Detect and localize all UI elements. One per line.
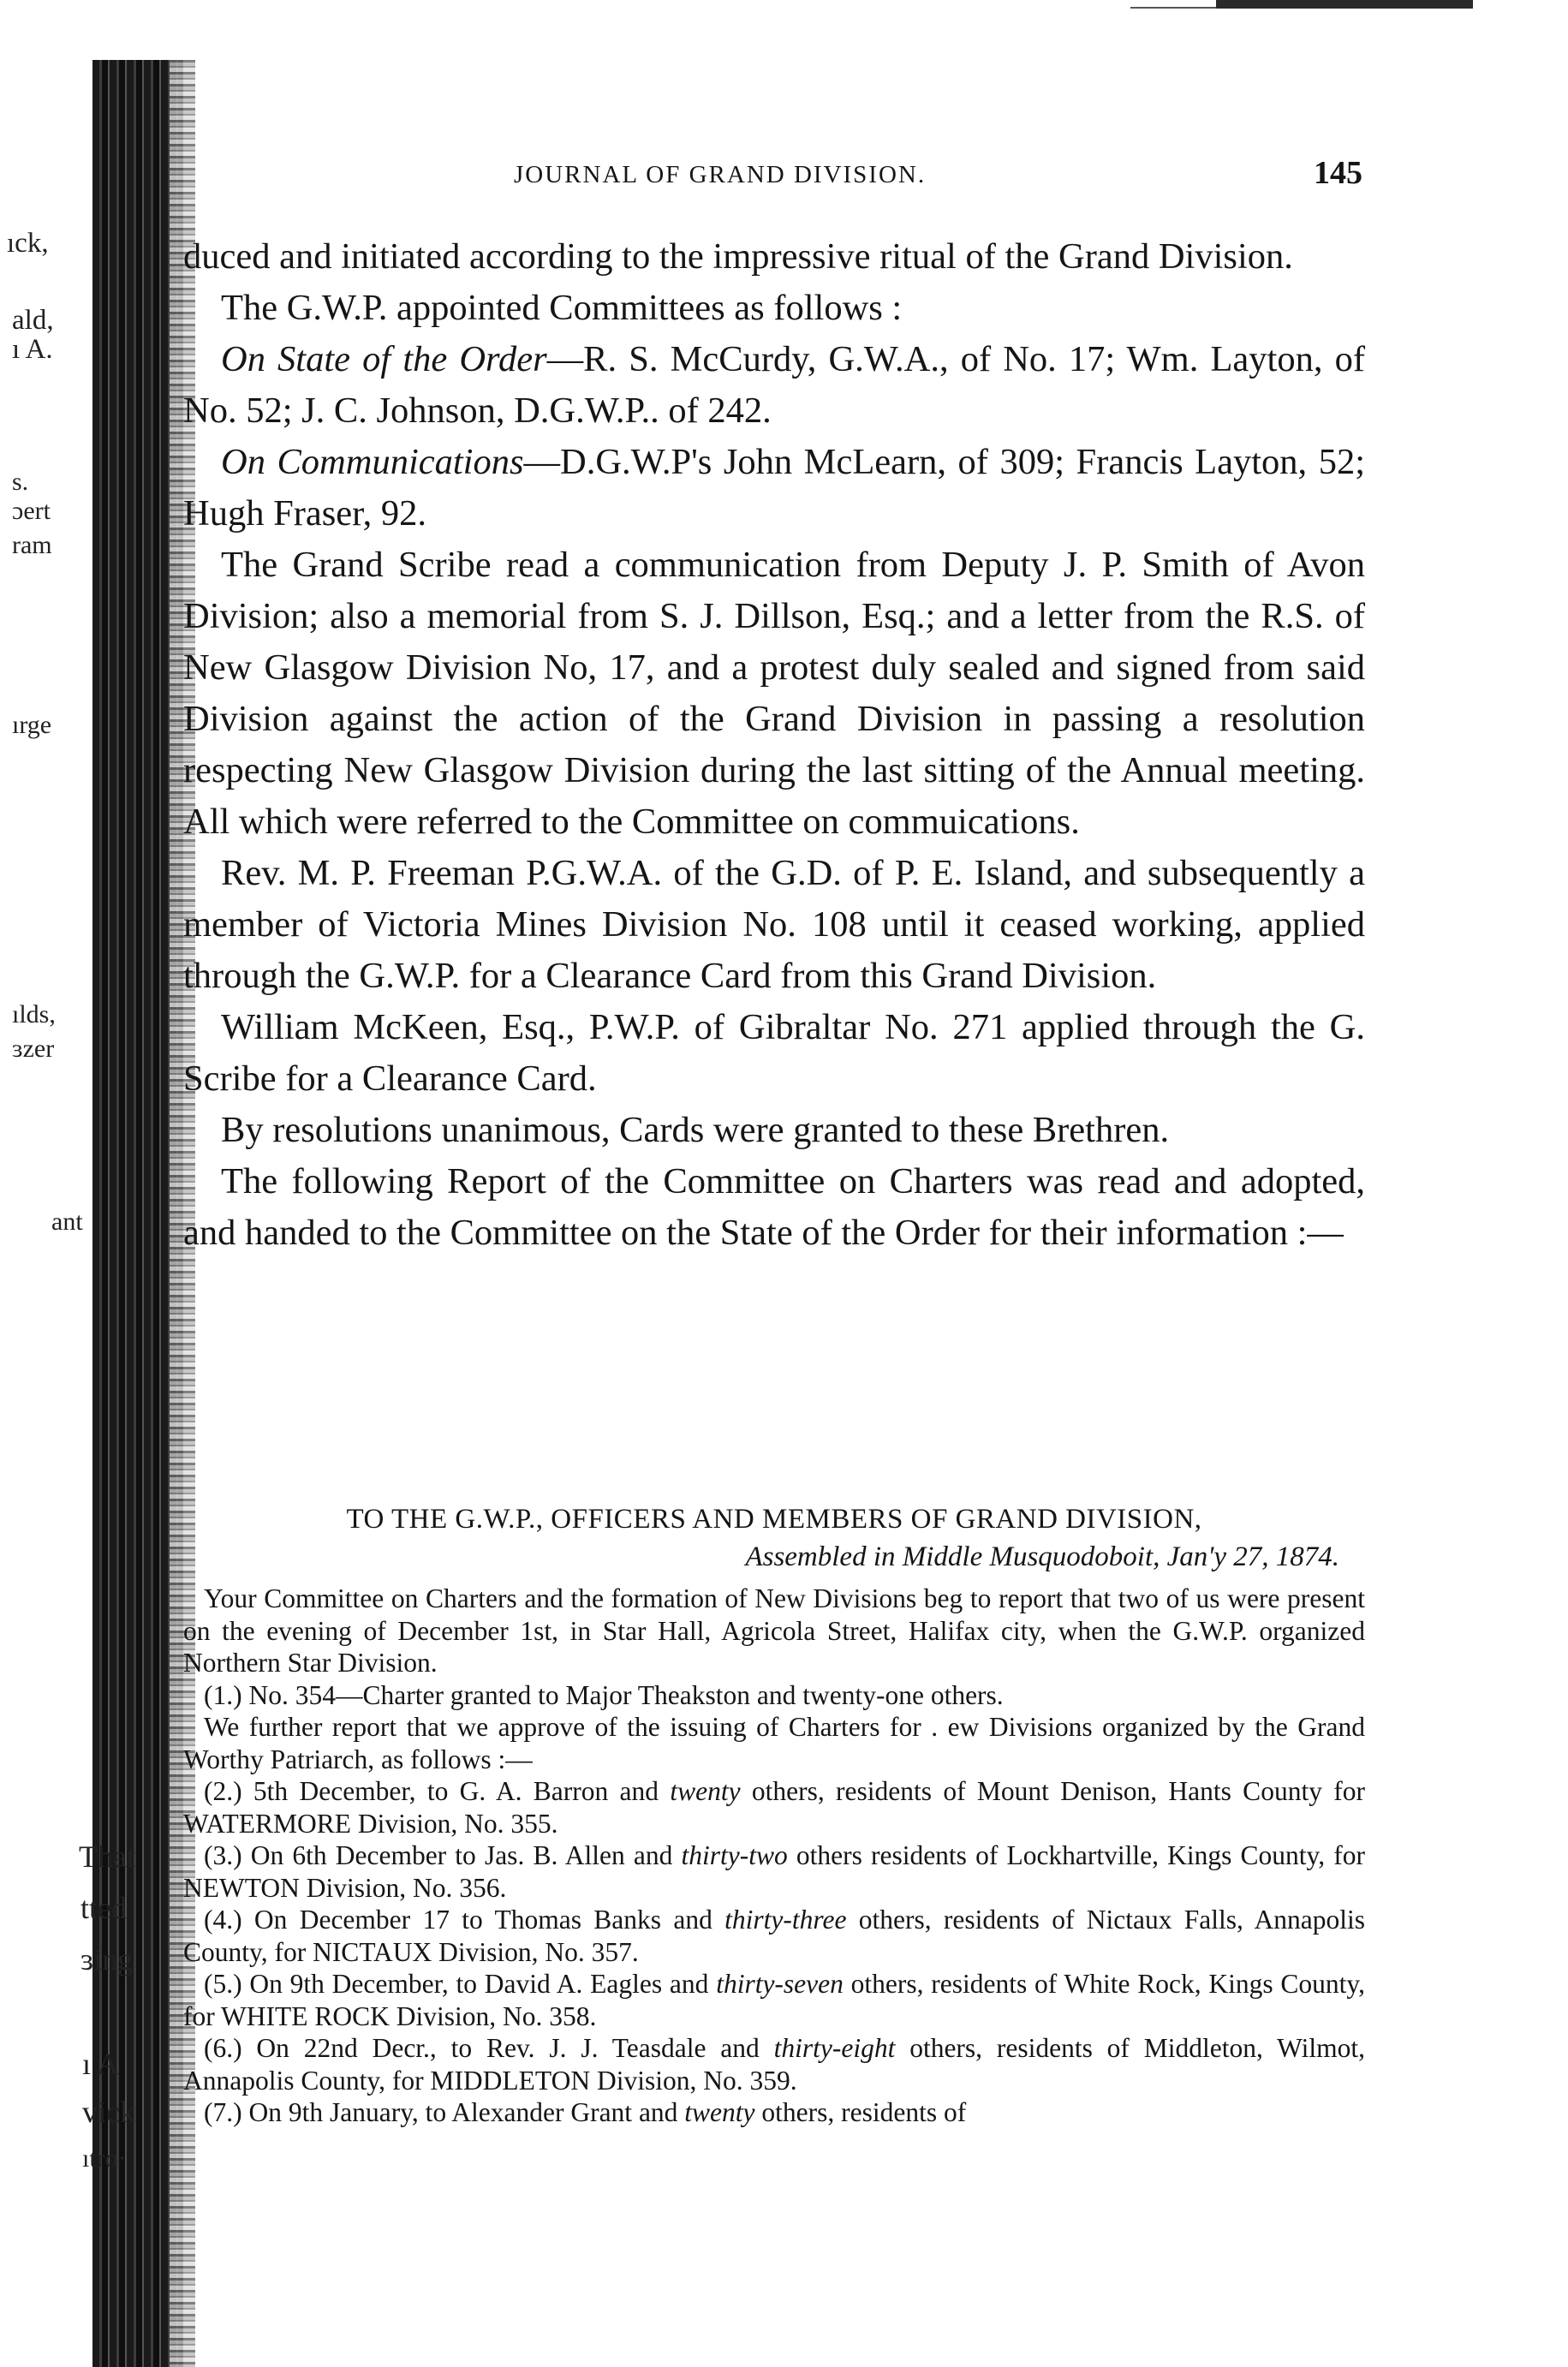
- item-count: thirty-three: [724, 1905, 847, 1935]
- paragraph: The G.W.P. appointed Committees as follows :: [221, 288, 903, 328]
- committee-members: —D.G.W.P's John McLearn, of 309; Francis Layton, 52; Hugh Fraser, 92.: [183, 442, 1366, 534]
- item-count: thirty-seven: [716, 1969, 844, 1999]
- charters-report: [183, 1500, 1365, 2129]
- item-text: others, residents of Mount Denison, Hants County for WATERMORE Division, No. 355.: [183, 1776, 1365, 1839]
- report-paragraph: We further report that we approve of the issuing of Charters for . ew Divisions organized by the Grand Worthy Patriarch, as follows :—: [183, 1712, 1365, 1774]
- report-dateline: Assembled in Middle Musquodoboit, Jan'y 27, 1874.: [745, 1541, 1339, 1572]
- item-text: others, residents of: [754, 2097, 967, 2127]
- report-address: TO THE G.W.P., OFFICERS AND MEMBERS OF GRAND DIVISION,: [346, 1504, 1202, 1535]
- item-text: (3.) On 6th December to Jas. B. Allen and: [204, 1840, 682, 1870]
- report-item: [183, 1968, 1365, 2032]
- margin-fragment: ıtro·: [82, 2144, 127, 2173]
- committee-label: On Communications: [221, 442, 524, 482]
- committee-communications: [183, 437, 1365, 540]
- paragraph: Rev. M. P. Freeman P.G.W.A. of the G.D. of P. E. Island, and subsequently a member of Victoria Mines Division No. 108 until it ceased working, applied through the G.W.P. for a Clearance Card from this Grand Division.: [183, 853, 1365, 996]
- item-text: (4.) On December 17 to Thomas Banks and: [204, 1905, 725, 1935]
- margin-fragment: s.: [12, 468, 29, 496]
- paragraph: The Grand Scribe read a communication from Deputy J. P. Smith of Avon Division; also a memorial from S. J. Dillson, Esq.; and a letter from the R.S. of New Glasgow Division No, 17, and a protest duly sealed and signed from said Division against the action of the Grand Division in passing a resolution respecting New Glasgow Division during the last sitting of the Annual meeting. All which were referred to the Committee on commuications.: [183, 545, 1365, 842]
- report-item: [183, 2032, 1365, 2096]
- margin-fragment: That: [79, 1839, 135, 1874]
- margin-fragment: ant: [51, 1207, 83, 1236]
- top-scan-rule: [1216, 0, 1473, 9]
- item-text: (5.) On 9th December, to David A. Eagles and: [204, 1969, 717, 1999]
- page-number: 145: [1314, 155, 1362, 191]
- item-text: (2.) 5th December, to G. A. Barron and: [204, 1776, 671, 1806]
- top-scan-rule-thin: [1130, 7, 1225, 9]
- running-head: JOURNAL OF GRAND DIVISION.: [514, 161, 927, 188]
- report-body: [183, 1583, 1365, 2129]
- margin-fragment: ɔert: [12, 497, 51, 525]
- report-paragraph: Your Committee on Charters and the formation of New Divisions beg to report that two of us were present on the evening of December 1st, in Star Hall, Agricola Street, Halifax city, when the G.W.P. organized Northern Star Division.: [183, 1583, 1365, 1678]
- margin-fragment: tted: [80, 1891, 127, 1925]
- margin-fragment: ırge: [12, 711, 52, 739]
- report-item: [183, 2096, 1365, 2129]
- margin-fragment: ɜzer: [12, 1034, 55, 1063]
- item-text: others, residents of Middleton, Wilmot, Annapolis County, for MIDDLETON Division, No. 359.: [183, 2033, 1365, 2096]
- report-item: [183, 1775, 1365, 1839]
- item-count: twenty: [670, 1776, 741, 1806]
- item-count: twenty: [684, 2097, 755, 2127]
- item-text: (7.) On 9th January, to Alexander Grant and: [204, 2097, 685, 2127]
- margin-fragment: ı A: [82, 2047, 120, 2081]
- item-text: (6.) On 22nd Decr., to Rev. J. J. Teasdale and: [204, 2033, 774, 2063]
- committee-state-of-order: [183, 334, 1365, 437]
- item-text: others, residents of White Rock, Kings County, for WHITE ROCK Division, No. 358.: [183, 1969, 1365, 2031]
- margin-fragment: ı A.: [12, 334, 53, 365]
- report-item: [183, 1904, 1365, 1968]
- body-text: [183, 231, 1365, 1259]
- margin-fragment: vick: [82, 2095, 135, 2129]
- margin-fragment: ald,: [12, 305, 54, 336]
- report-item: [183, 1839, 1365, 1904]
- committee-members: —R. S. McCurdy, G.W.A., of No. 17; Wm. Layton, of No. 52; J. C. Johnson, D.G.W.P.. of 242.: [183, 339, 1365, 431]
- item-text: others, residents of Nictaux Falls, Annapolis County, for NICTAUX Division, No. 357.: [183, 1905, 1365, 1967]
- item-text: others residents of Lockhartville, Kings County, for NEWTON Division, No. 356.: [183, 1840, 1365, 1903]
- paragraph: By resolutions unanimous, Cards were granted to these Brethren.: [221, 1110, 1170, 1150]
- item-count: thirty-two: [681, 1840, 788, 1870]
- committee-label: On State of the Order: [221, 339, 547, 379]
- margin-fragment: ılds,: [12, 1000, 56, 1028]
- item-count: thirty-eight: [773, 2033, 896, 2063]
- margin-fragment: ɜing: [80, 1942, 134, 1976]
- paragraph: duced and initiated according to the impressive ritual of the Grand Division.: [183, 236, 1293, 277]
- margin-fragment: ıck,: [7, 228, 49, 259]
- paragraph: The following Report of the Committee on Charters was read and adopted, and handed to the Committee on the State of the Order for their information :—: [183, 1161, 1365, 1253]
- paragraph: William McKeen, Esq., P.W.P. of Gibraltar No. 271 applied through the G. Scribe for a Clearance Card.: [183, 1007, 1365, 1099]
- report-item: (1.) No. 354—Charter granted to Major Theakston and twenty-one others.: [204, 1679, 1004, 1710]
- margin-fragment: ram: [12, 531, 52, 559]
